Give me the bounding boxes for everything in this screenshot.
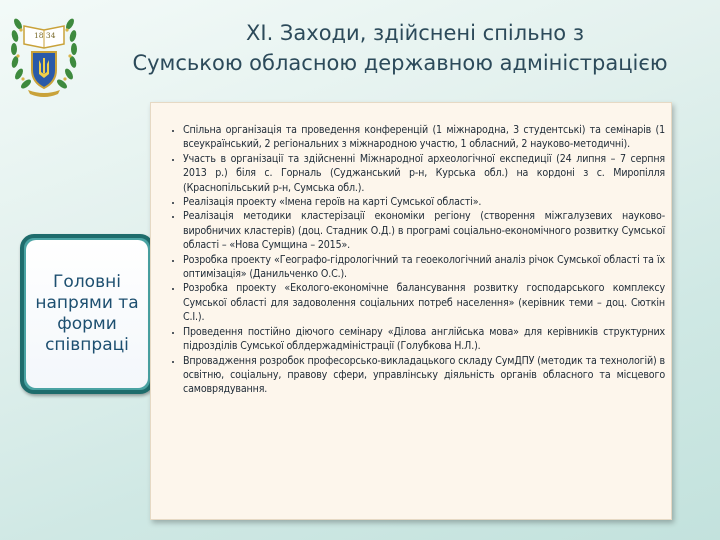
- list-item: • Реалізація методики кластерізації економіки регіону (створення міжгалузевих науково-виробничих кластерів) (доц. Стадник О.Д.) в програмі соціально-економічного розвитку Сумської області – «Нова Сумщина – 2015».: [183, 209, 665, 252]
- slide-title-line-1: XI. Заходи, здійснені спільно з: [246, 21, 584, 45]
- list-item: • Реалізація проекту «Імена героїв на карті Сумської області».: [183, 195, 665, 209]
- slide-title-line-2: Сумською обласною державною адміністрацією: [132, 51, 668, 75]
- side-label-text: Головні напрями та форми співпраці: [26, 240, 148, 388]
- list-item: • Розробка проекту «Еколого-економічне балансування розвитку господарського комплексу Сумської області для задоволення соціальних потреб населення» (керівник теми – доц. Сюткін С.І.).: [183, 281, 665, 324]
- university-crest-icon: [8, 4, 80, 100]
- list-item: • Проведення постійно діючого семінару «Ділова англійська мова» для керівників структурних підрозділів Сумської облдержадміністрації (Голубкова Н.Л.).: [183, 325, 665, 354]
- list-item: • Впровадження розробок професорсько-викладацького складу СумДПУ (методик та технологій) в освітню, соціальну, правову сфери, управлінську діяльність органів обласного та місцевого самоврядування.: [183, 354, 665, 397]
- slide-title: [90, 18, 710, 78]
- list-item: • Спільна організація та проведення конференцій (1 міжнародна, 3 студентські) та семінарів (1 всеукраїнський, 2 регіональних з міжнародною участю, 1 обласний, 2 науково-методичні).: [183, 123, 665, 152]
- side-label-box: [20, 234, 154, 394]
- list-item: • Розробка проекту «Географо-гідрологічний та геоекологічний аналіз річок Сумської області та їх оптимізація» (Данильченко О.С.).: [183, 253, 665, 282]
- activity-list: [165, 123, 665, 397]
- crest-graphic: [8, 4, 80, 100]
- list-item: • Участь в організації та здійсненні Міжнародної археологічної експедиції (24 липня – 7 серпня 2013 р.) біля с. Горналь (Суджанський р-н, Курська обл.) на кордоні з с. Миропілля (Краснопільський р-н, Сумська обл.).: [183, 152, 665, 195]
- content-box: [150, 102, 672, 520]
- logo-year: 18 34: [34, 31, 56, 40]
